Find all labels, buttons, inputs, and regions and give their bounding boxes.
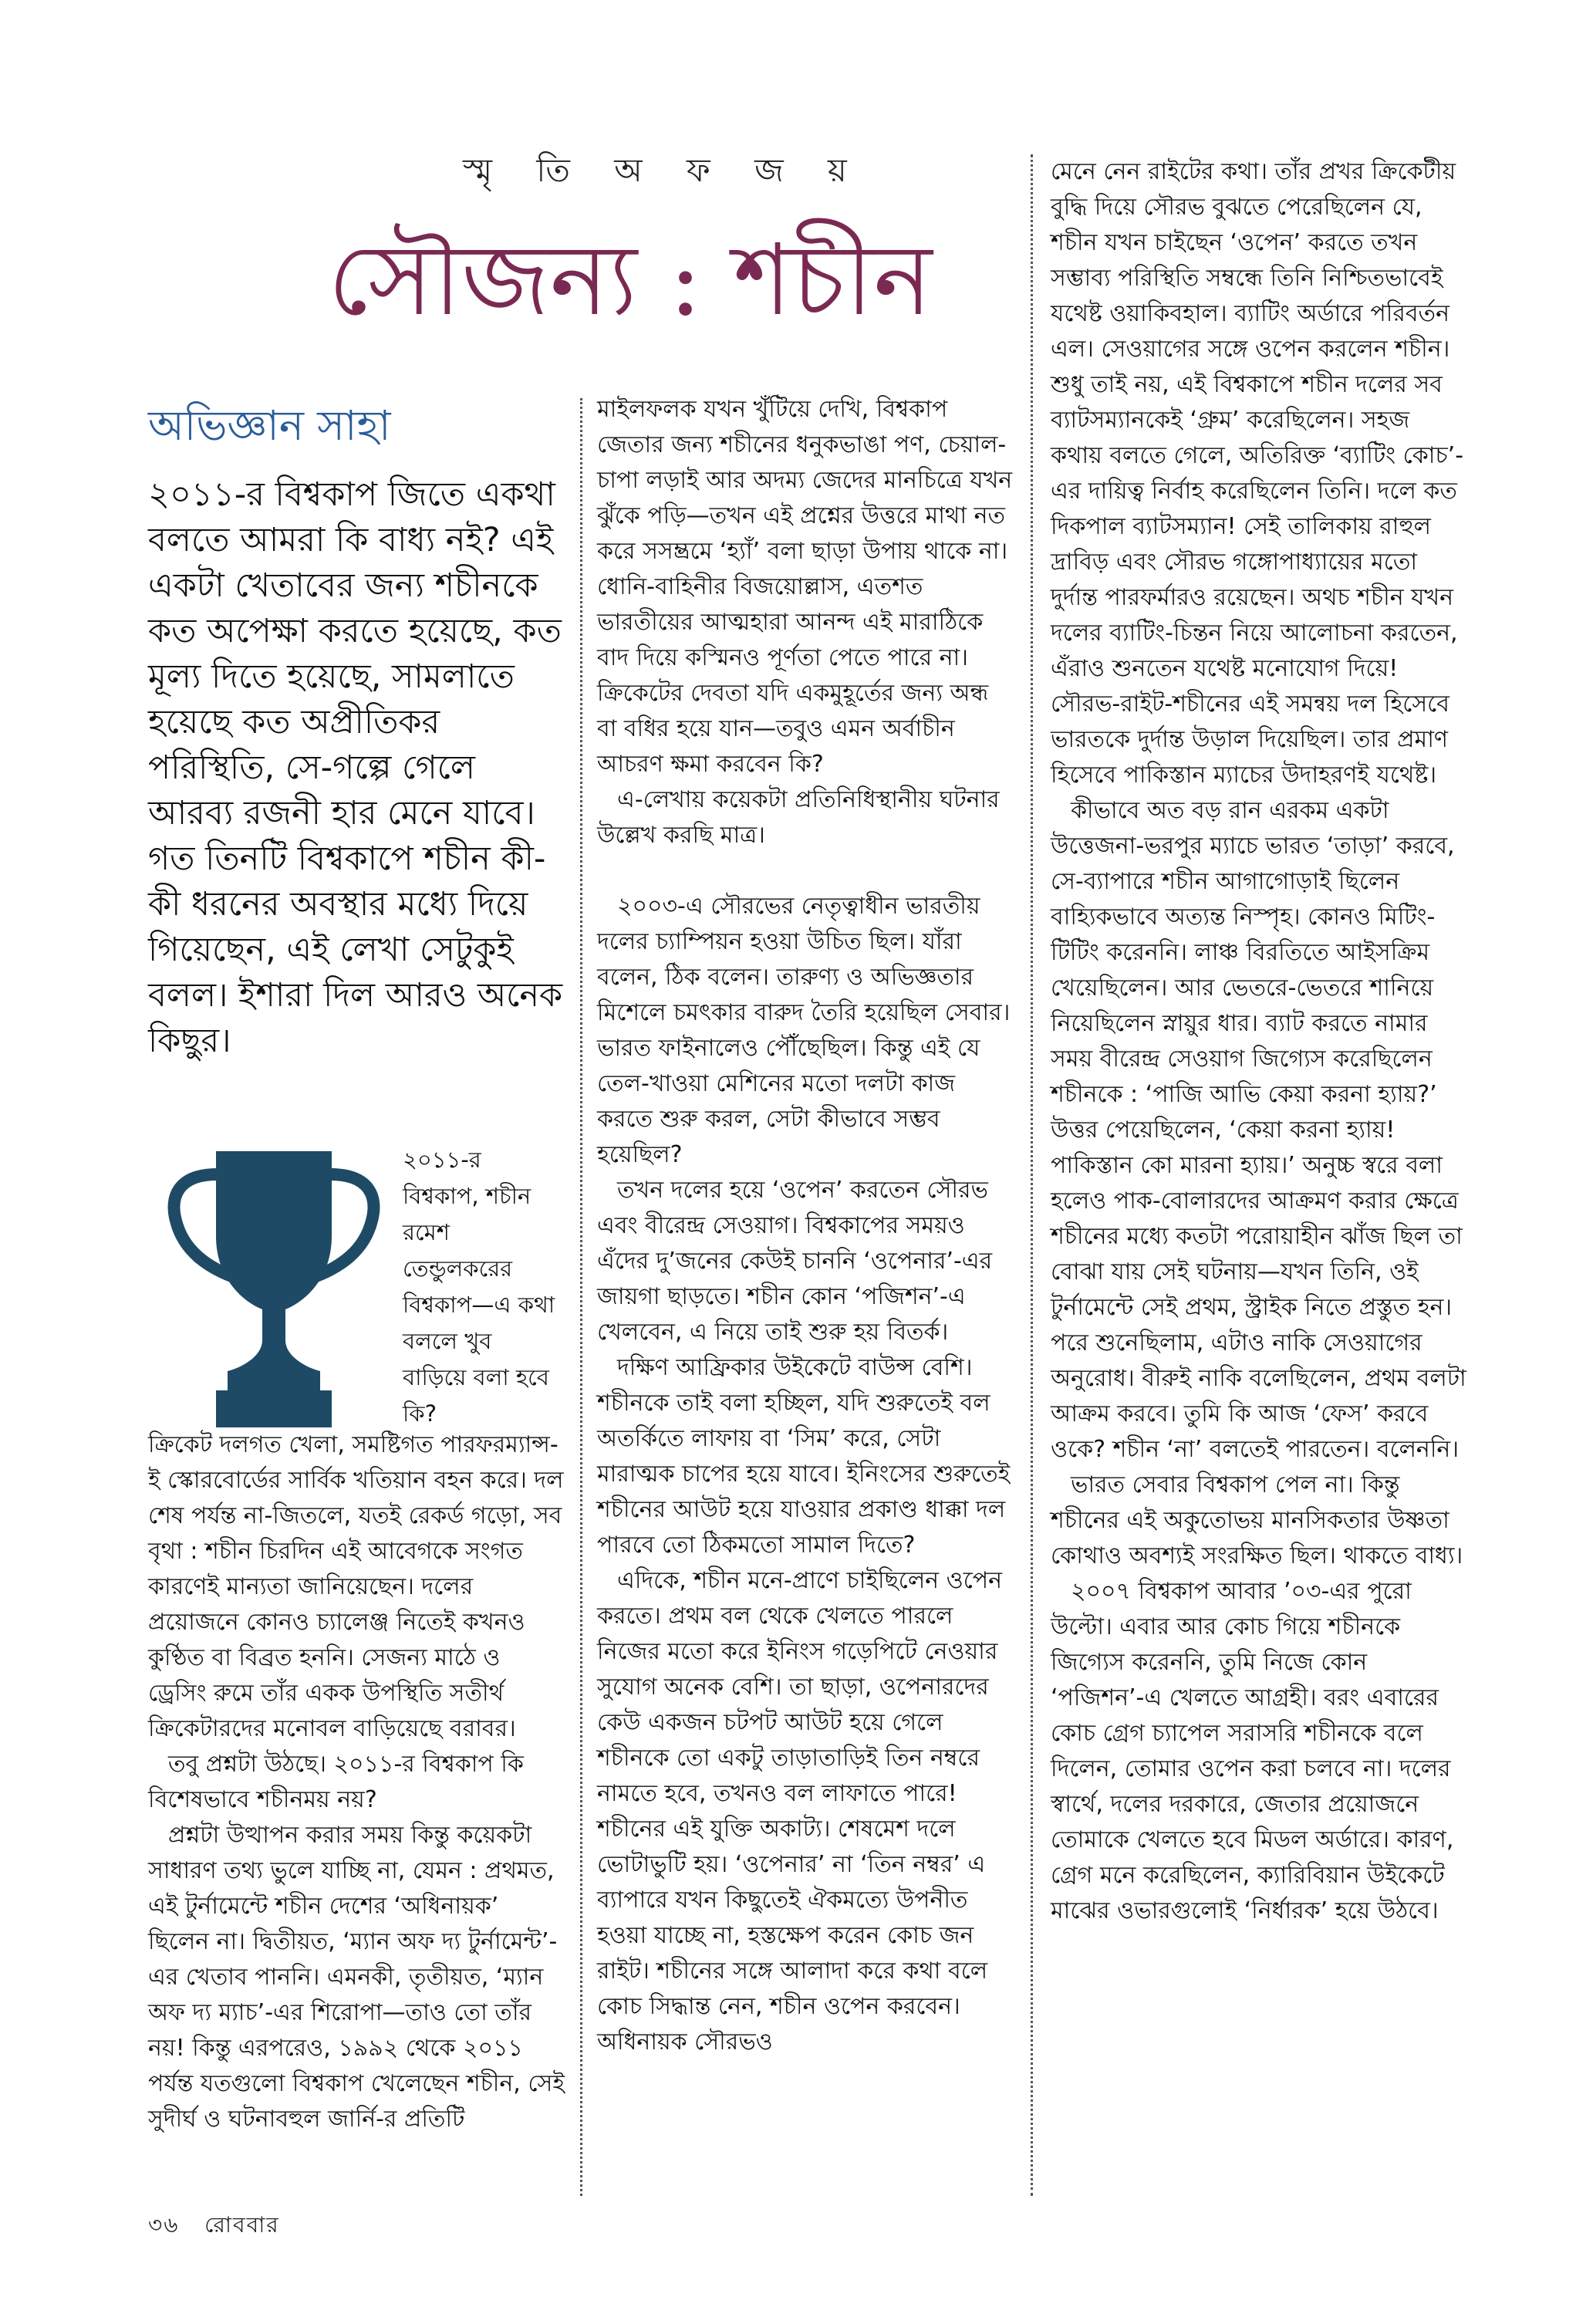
magazine-name: রোববার [204,2212,280,2238]
paragraph: ২০০৩-এ সৌরভের নেতৃত্বাধীন ভারতীয় দলের চ্যাম্পিয়ন হওয়া উচিত ছিল। যাঁরা বলেন, ঠিক বলেন। তারুণ্য ও অভিজ্ঞতার মিশেলে চমৎকার বারুদ তৈরি হয়েছিল সেবার। ভারত ফাইনালেও পৌঁছেছিল। কিন্তু এই যে তেল-খাওয়া মেশিনের মতো দলটা কাজ করতে শুরু করল, সেটা কীভাবে সম্ভব হয়েছিল? [597,893,1011,1168]
paragraph: এদিকে, শচীন মনে-প্রাণে চাইছিলেন ওপেন করতে। প্রথম বল থেকে খেলতে পারলে নিজের মতো করে ইনিংস গড়েপিটে নেওয়ার সুযোগ অনেক বেশি। তা ছাড়া, ওপেনারদের কেউ একজন চটপট আউট হয়ে গেলে শচীনকে তো একটু তাড়াতাড়িই তিন নম্বরে নামতে হবে, তখনও বল লাফাতে পারে! শচীনের এই যুক্তি অকাট্য। শেষমেশ দলে ভোটাভুটি হয়। ‘ওপেনার’ না ‘তিন নম্বর’ এ ব্যাপারে যখন কিছুতেই ঐকমত্যে উপনীত হওয়া যাচ্ছে না, হস্তক্ষেপ করেন কোচ জন রাইট। শচীনের সঙ্গে আলাদা করে কথা বলে কোচ সিদ্ধান্ত নেন, শচীন ওপেন করবেন। অধিনায়ক সৌরভও [597,1567,1003,2055]
paragraph: কীভাবে অত বড় রান এরকম একটা উত্তেজনা-ভরপুর ম্যাচে ভারত ‘তাড়া’ করবে, সে-ব্যাপারে শচীন আগাগোড়াই ছিলেন বাহ্যিকভাবে অত্যন্ত নিস্পৃহ। কোনও মিটিং-টিটিং করেননি। লাঞ্চ বিরতিতে আইসক্রিম খেয়েছিলেন। আর ভেতরে-ভেতরে শানিয়ে নিয়েছিলেন স্নায়ুর ধার। ব্যাট করতে নামার সময় বীরেন্দ্র সেওয়াগ জিগ্যেস করেছিলেন শচীনকে : ‘পাজি আভি কেয়া করনা হ্যায়?’ উত্তর পেয়েছিলেন, ‘কেয়া করনা হ্যায়! পাকিস্তান কো মারনা হ্যায়।’ অনুচ্চ স্বরে বলা হলেও পাক-বোলারদের আক্রমণ করার ক্ষেত্রে শচীনের মধ্যে কতটা পরোয়াহীন ঝাঁজ ছিল তা বোঝা যায় সেই ঘটনায়—যখন তিনি, ওই টুর্নামেন্টে সেই প্রথম, স্ট্রাইক নিতে প্রস্তুত হন। পরে শুনেছিলাম, এটাও নাকি সেওয়াগের অনুরোধ। বীরুই নাকি বলেছিলেন, প্রথম বলটা আক্রম করবে। তুমি কি আজ ‘ফেস’ করবে ওকে? শচীন ‘না’ বলতেই পারতেন। বলেননি। [1051,797,1466,1463]
page-number: ৩৬ [148,2212,180,2238]
intro-paragraph: ২০১১-র বিশ্বকাপ জিতে একথা বলতে আমরা কি বাধ্য নই? এই একটা খেতাবের জন্য শচীনকে কত অপেক্ষা করতে হয়েছে, কত মূল্য দিতে হয়েছে, সামলাতে হয়েছে কত অপ্রীতিকর পরিস্থিতি, সে-গল্পে গেলে আরব্য রজনী হার মেনে যাবে। গত তিনটি বিশ্বকাপে শচীন কী-কী ধরনের অবস্থার মধ্যে দিয়ে গিয়েছেন, এই লেখা সেটুকুই বলল। ইশারা দিল আরও অনেক কিছুর। [148,475,563,1060]
paragraph: মাইলফলক যখন খুঁটিয়ে দেখি, বিশ্বকাপ জেতার জন্য শচীনের ধনুকভাঙা পণ, চেয়াল-চাপা লড়াই আর অদম্য জেদের মানচিত্রে যখন ঝুঁকে পড়ি—তখন এই প্রশ্নের উত্তরে মাথা নত করে সসম্ভ্রমে ‘হ্যাঁ’ বলা ছাড়া উপায় থাকে না। ধোনি-বাহিনীর বিজয়োল্লাস, এতশত ভারতীয়ের আত্মহারা আনন্দ এই মারাঠিকে বাদ দিয়ে কস্মিনও পূর্ণতা পেতে পারে না। ক্রিকেটের দেবতা যদি একমুহূর্তের জন্য অন্ধ বা বধির হয়ে যান—তবুও এমন অর্বাচীন আচরণ ক্ষমা করবেন কি? [597,396,1013,778]
trophy-icon [162,1143,386,1437]
paragraph: দক্ষিণ আফ্রিকার উইকেটে বাউন্স বেশি। শচীনকে তাই বলা হচ্ছিল, যদি শুরুতেই বল অতর্কিতে লাফায় বা ‘সিম’ করে, সেটা মারাত্মক চাপের হয়ে যাবে। ইনিংসের শুরুতেই শচীনের আউট হয়ে যাওয়ার প্রকাণ্ড ধাক্কা দল পারবে তো ঠিকমতো সামাল দিতে? [597,1354,1011,1559]
paragraph: ক্রিকেট দলগত খেলা, সমষ্টিগত পারফরম্যান্স-ই স্কোরবোর্ডের সার্বিক খতিয়ান বহন করে। দল শেষ পর্যন্ত না-জিতলে, যতই রেকর্ড গড়ো, সব বৃথা : শচীন চিরদিন এই আবেগকে সংগত কারণেই মান্যতা জানিয়েছেন। দলের প্রয়োজনে কোনও চ্যালেঞ্জ নিতেই কখনও কুণ্ঠিত বা বিব্রত হননি। সেজন্য মাঠে ও ড্রেসিং রুমে তাঁর একক উপস্থিতি সতীর্থ ক্রিকেটারদের মনোবল বাড়িয়েছে বরাবর। [148,1431,564,1742]
paragraph: ২০০৭ বিশ্বকাপ আবার ’০৩-এর পুরো উল্টো। এবার আর কোচ গিয়ে শচীনকে জিগ্যেস করেননি, তুমি নিজে কোন ‘পজিশন’-এ খেলতে আগ্রহী। বরং এবারের কোচ গ্রেগ চ্যাপেল সরাসরি শচীনকে বলে দিলেন, তোমার ওপেন করা চলবে না। দলের স্বার্থে, দলের দরকারে, জেতার প্রয়োজনে তোমাকে খেলতে হবে মিডল অর্ডারে। কারণ, গ্রেগ মনে করেছিলেন, ক্যারিবিয়ান উইকেটে মাঝের ওভারগুলোই ‘নির্ধারক’ হয়ে উঠবে। [1051,1578,1454,1924]
article-column-3 [1051,154,1467,1929]
page-footer [148,2208,280,2245]
paragraph: এ-লেখায় কয়েকটা প্রতিনিধিস্থানীয় ঘটনার উল্লেখ করছি মাত্র। [597,786,1000,849]
article-column-1 [148,1427,565,2137]
column-divider [580,398,582,2196]
headline: সৌজন্য : শচীন [328,223,933,338]
paragraph: ভারত সেবার বিশ্বকাপ পেল না। কিন্তু শচীনের এই অকুতোভয় মানসিকতার উষ্ণতা কোথাও অবশ্যই সংরক্ষিত ছিল। থাকতে বাধ্য। [1051,1471,1463,1569]
article-column-2 [597,392,1014,2060]
byline: অভিজ্ঞান সাহা [148,401,391,450]
column-divider [1031,154,1033,2196]
paragraph: মেনে নেন রাইটের কথা। তাঁর প্রখর ক্রিকেটীয় বুদ্ধি দিয়ে সৌরভ বুঝতে পেরেছিলেন যে, শচীন যখন চাইছেন ‘ওপেন’ করতে তখন সম্ভাব্য পরিস্থিতি সম্বন্ধে তিনি নিশ্চিতভাবেই যথেষ্ট ওয়াকিবহাল। ব্যাটিং অর্ডারে পরিবর্তন এল। সেওয়াগের সঙ্গে ওপেন করলেন শচীন। শুধু তাই নয়, এই বিশ্বকাপে শচীন দলের সব ব্যাটসম্যানকেই ‘গ্রুম’ করেছিলেন। সহজ কথায় বলতে গেলে, অতিরিক্ত ‘ব্যাটিং কোচ’-এর দায়িত্ব নির্বাহ করেছিলেন তিনি। দলে কত দিকপাল ব্যাটসম্যান! সেই তালিকায় রাহুল দ্রাবিড় এবং সৌরভ গঙ্গোপাধ্যায়ের মতো দুর্দান্ত পারফর্মারও রয়েছেন। অথচ শচীন যখন দলের ব্যাটিং-চিন্তন নিয়ে আলোচনা করতেন, এঁরাও শুনতেন যথেষ্ট মনোযোগ দিয়ে! সৌরভ-রাইট-শচীনের এই সমন্বয় দল হিসেবে ভারতকে দুর্দান্ত উড়াল দিয়েছিল। তার প্রমাণ হিসেবে পাকিস্তান ম্যাচের উদাহরণই যথেষ্ট। [1051,158,1464,789]
paragraph: তবু প্রশ্নটা উঠছে। ২০১১-র বিশ্বকাপ কি বিশেষভাবে শচীনময় নয়? [148,1751,524,1813]
section-kicker: স্মৃ তি অ ফ জ য় [463,151,864,189]
trophy-caption: ২০১১-র বিশ্বকাপ, শচীন রমেশ তেন্ডুলকরের বিশ্বকাপ—এ কথা বললে খুব বাড়িয়ে বলা হবে কি? [403,1147,555,1427]
paragraph: তখন দলের হয়ে ‘ওপেন’ করতেন সৌরভ এবং বীরেন্দ্র সেওয়াগ। বিশ্বকাপের সময়ও এঁদের দু’জনের কেউই চাননি ‘ওপেনার’-এর জায়গা ছাড়তে। শচীন কোন ‘পজিশন’-এ খেলবেন, এ নিয়ে তাই শুরু হয় বিতর্ক। [597,1177,993,1346]
paragraph: প্রশ্নটা উত্থাপন করার সময় কিন্তু কয়েকটা সাধারণ তথ্য ভুলে যাচ্ছি না, যেমন : প্রথমত, এই টুর্নামেন্টে শচীন দেশের ‘অধিনায়ক’ ছিলেন না। দ্বিতীয়ত, ‘ম্যান অফ দ্য টুর্নামেন্ট’-এর খেতাব পাননি। এমনকী, তৃতীয়ত, ‘ম্যান অফ দ্য ম্যাচ’-এর শিরোপা—তাও তো তাঁর নয়! কিন্তু এরপরেও, ১৯৯২ থেকে ২০১১ পর্যন্ত যতগুলো বিশ্বকাপ খেলেছেন শচীন, সেই সুদীর্ঘ ও ঘটনাবহুল জার্নি-র প্রতিটি [148,1822,565,2133]
